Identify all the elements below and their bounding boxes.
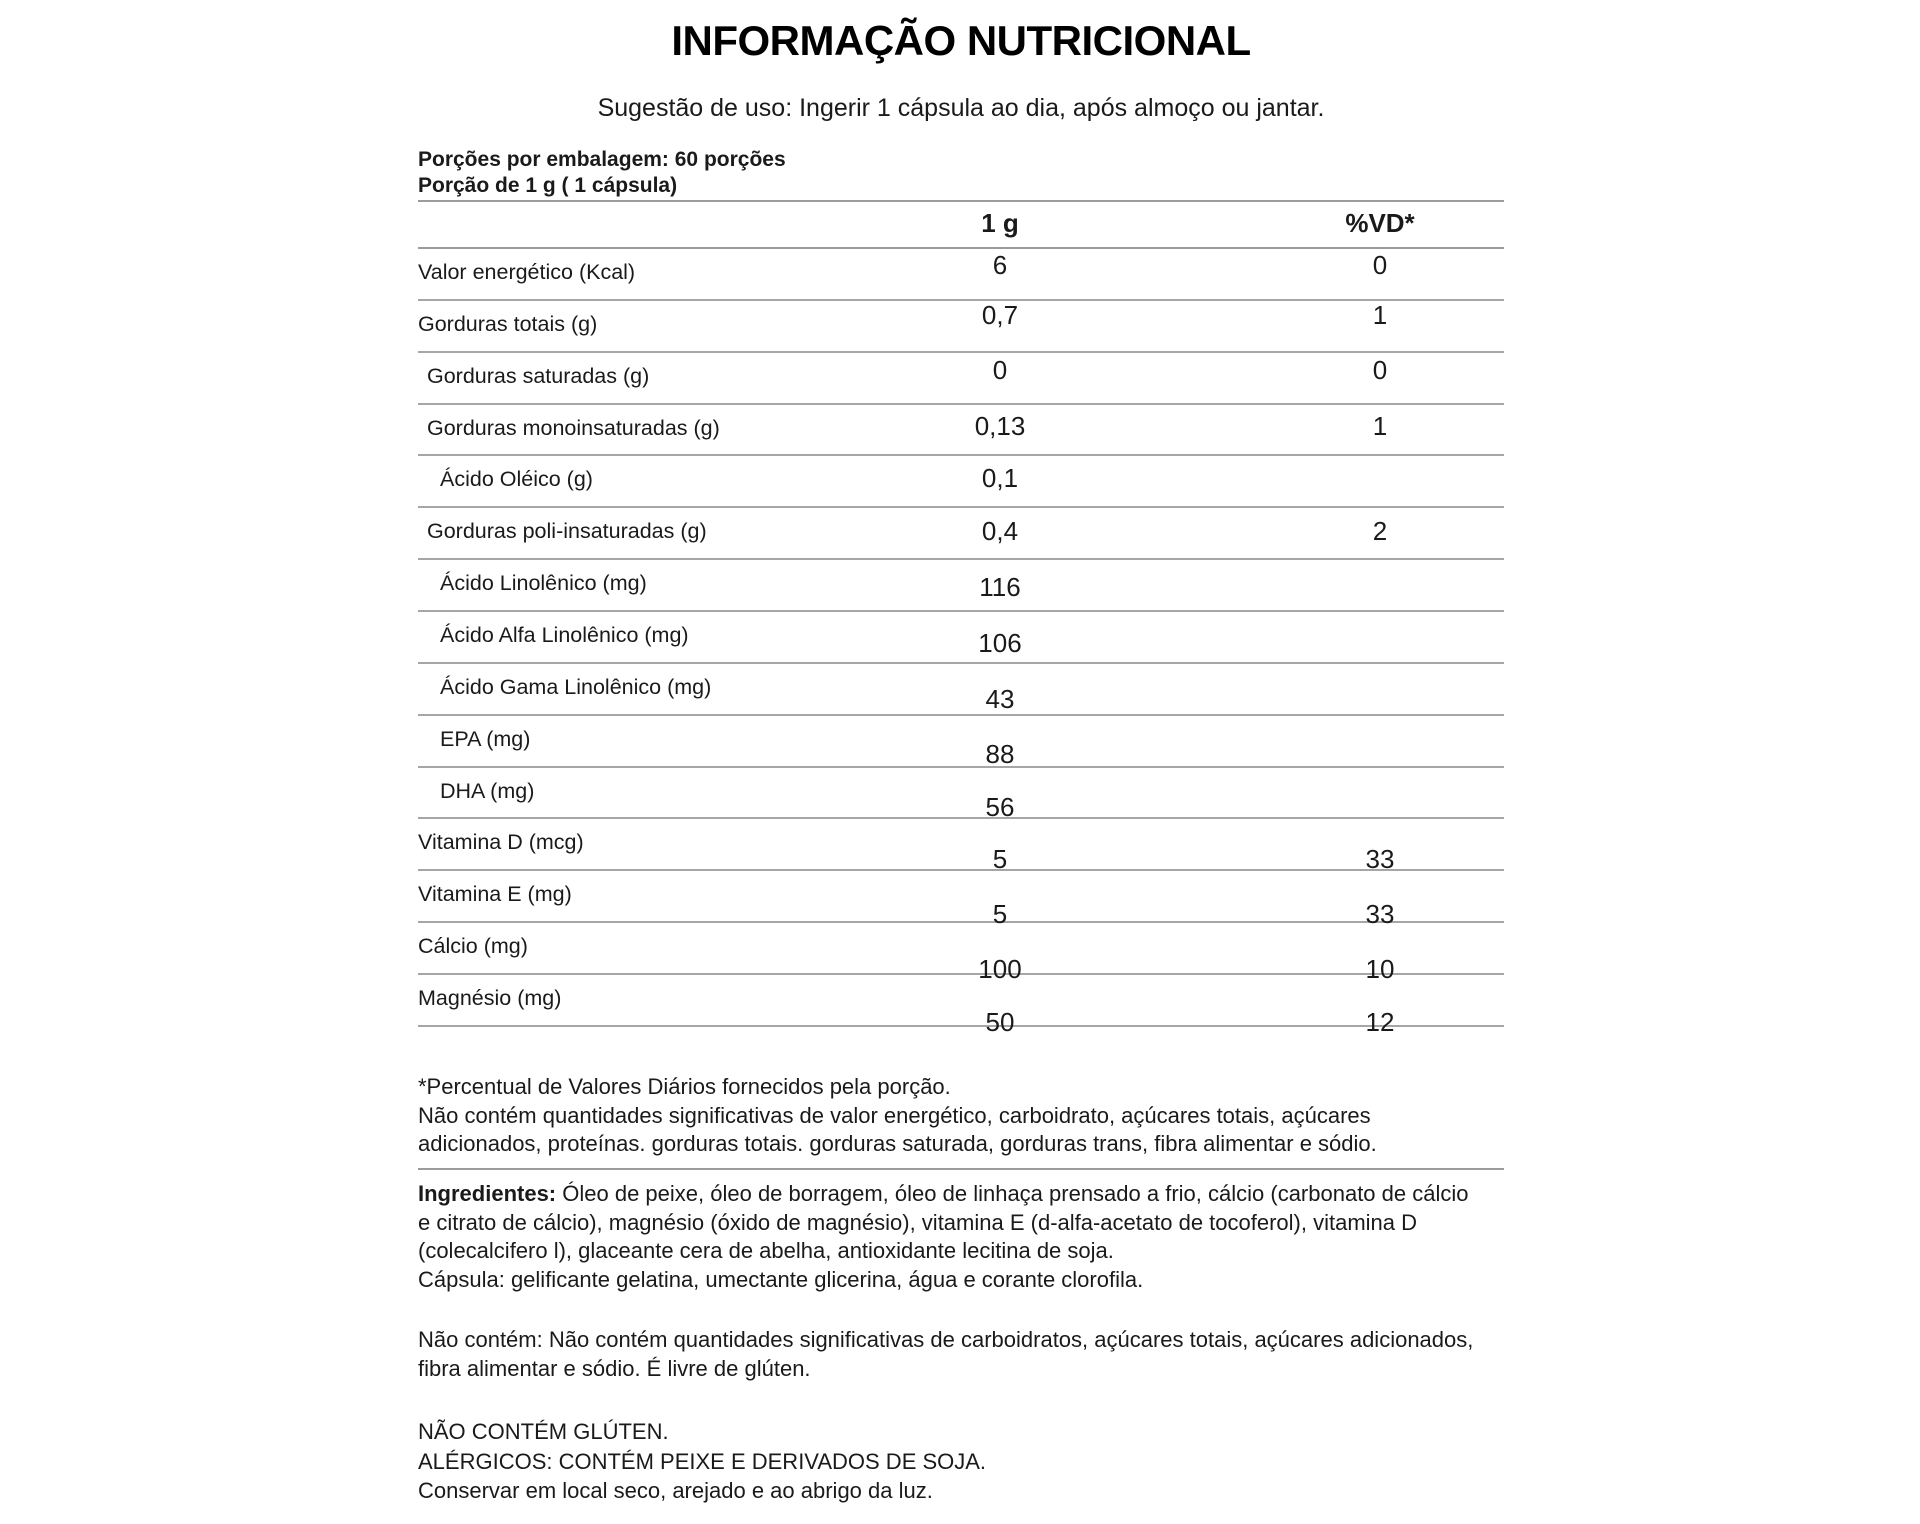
row-vd-value: 12 (1365, 1007, 1395, 1038)
ingredients-label: Ingredientes: (418, 1181, 557, 1206)
row-vd-value: 1 (1372, 299, 1388, 330)
nutrition-table (418, 200, 1504, 1038)
section-divider (418, 1168, 1504, 1170)
table-row (418, 871, 1504, 930)
row-label: Vitamina D (mcg) (418, 830, 584, 855)
row-amount-value: 56 (985, 791, 1015, 822)
bottom-statements (418, 1417, 1504, 1506)
not-contain-line: fibra alimentar e sódio. É livre de glúten. (418, 1355, 811, 1381)
daily-values-note: *Percentual de Valores Diários fornecidos pela porção. (418, 1074, 951, 1099)
row-label: Gorduras totais (g) (418, 311, 598, 336)
no-significant-note (418, 1102, 1504, 1159)
table-row (418, 664, 1504, 716)
table-header-row (418, 202, 1504, 249)
not-contain-line: Não contém: Não contém quantidades significativas de carboidratos, açúcares totais, açúcares adicionados, (418, 1327, 1474, 1352)
gluten-statement: NÃO CONTÉM GLÚTEN. (418, 1419, 669, 1444)
row-vd-value: 0 (1372, 250, 1388, 280)
row-amount-value: 0,1 (981, 463, 1019, 494)
column-header-vd: %VD* (1345, 208, 1415, 238)
page-title: INFORMAÇÃO NUTRICIONAL (671, 17, 1251, 64)
row-amount-value: 5 (992, 899, 1008, 930)
row-amount-value: 0,4 (981, 516, 1019, 547)
row-label: Magnésio (mg) (418, 986, 562, 1011)
row-vd-value: 1 (1372, 410, 1388, 441)
not-contain-paragraph (418, 1326, 1504, 1383)
row-amount-value: 0 (992, 354, 1008, 385)
storage-statement: Conservar em local seco, arejado e ao abrigo da luz. (418, 1478, 933, 1503)
table-row (418, 249, 1504, 301)
usage-suggestion: Sugestão de uso: Ingerir 1 cápsula ao dia, após almoço ou jantar. (597, 94, 1325, 122)
row-amount-value: 106 (978, 628, 1022, 659)
table-row (418, 819, 1504, 875)
row-label: Ácido Linolênico (mg) (440, 571, 647, 596)
row-amount-value: 6 (992, 250, 1008, 280)
table-body (418, 249, 1504, 1038)
row-amount-value: 50 (985, 1007, 1015, 1038)
table-row (418, 768, 1504, 820)
row-label: Vitamina E (mg) (418, 882, 572, 907)
ingredients-line: Ingredientes: Óleo de peixe, óleo de borragem, óleo de linhaça prensado a frio, cálcio (carbonato de cálcio (418, 1181, 1469, 1206)
table-row (418, 716, 1504, 768)
row-label: Gorduras saturadas (g) (427, 363, 650, 388)
table-row (418, 508, 1504, 560)
ingredients-line: e citrato de cálcio), magnésio (óxido de magnésio), vitamina E (d-alfa-acetato de tocoferol), vitamina D (418, 1209, 1418, 1235)
footnote-line: Não contém quantidades significativas de valor energético, carboidrato, açúcares totais, açúcares (418, 1102, 1371, 1128)
footnote-line: adicionados, proteínas. gorduras totais. gorduras saturada, gorduras trans, fibra alimentar e sódio. (418, 1131, 1377, 1156)
label-content (418, 0, 1504, 1524)
row-label: Valor energético (Kcal) (418, 260, 636, 284)
footnote-block (418, 1073, 1504, 1159)
ingredients-line: (colecalcifero l), glaceante cera de abelha, antioxidante lecitina de soja. (418, 1238, 1114, 1263)
row-amount-value: 0,7 (981, 299, 1019, 330)
row-vd-value: 33 (1365, 899, 1395, 930)
row-amount-value: 100 (978, 954, 1022, 985)
column-header-amount: 1 g (981, 208, 1019, 238)
ingredients-paragraph (418, 1180, 1504, 1294)
row-amount-value: 88 (985, 738, 1015, 769)
row-label: Ácido Alfa Linolênico (mg) (440, 623, 689, 648)
ingredients-line: Cápsula: gelificante gelatina, umectante glicerina, água e corante clorofila. (418, 1266, 1144, 1292)
table-row (418, 456, 1504, 508)
table-row (418, 923, 1504, 985)
row-label: Gorduras poli-insaturadas (g) (427, 519, 707, 544)
row-amount-value: 43 (985, 683, 1015, 714)
table-row (418, 560, 1504, 612)
row-vd-value: 33 (1365, 844, 1395, 875)
table-row (418, 612, 1504, 664)
row-amount-value: 0,13 (974, 410, 1026, 441)
allergen-statement: ALÉRGICOS: CONTÉM PEIXE E DERIVADOS DE SOJA. (418, 1448, 987, 1474)
row-label: Ácido Oléico (g) (440, 467, 593, 492)
row-label: Gorduras monoinsaturadas (g) (427, 415, 720, 440)
table-row (418, 353, 1504, 405)
serving-size: Porção de 1 g ( 1 cápsula) (418, 174, 678, 197)
row-amount-value: 5 (992, 844, 1008, 875)
row-amount-value: 116 (979, 572, 1021, 603)
row-label: DHA (mg) (440, 778, 535, 803)
row-label: EPA (mg) (440, 726, 531, 751)
table-row (418, 301, 1504, 353)
row-vd-value: 0 (1372, 354, 1388, 385)
table-row (418, 975, 1504, 1038)
servings-per-package: Porções por embalagem: 60 porções (418, 148, 786, 171)
row-vd-value: 10 (1365, 954, 1395, 985)
row-label: Cálcio (mg) (418, 934, 528, 959)
table-row (418, 405, 1504, 457)
row-vd-value: 2 (1372, 516, 1388, 547)
row-label: Ácido Gama Linolênico (mg) (440, 674, 712, 699)
